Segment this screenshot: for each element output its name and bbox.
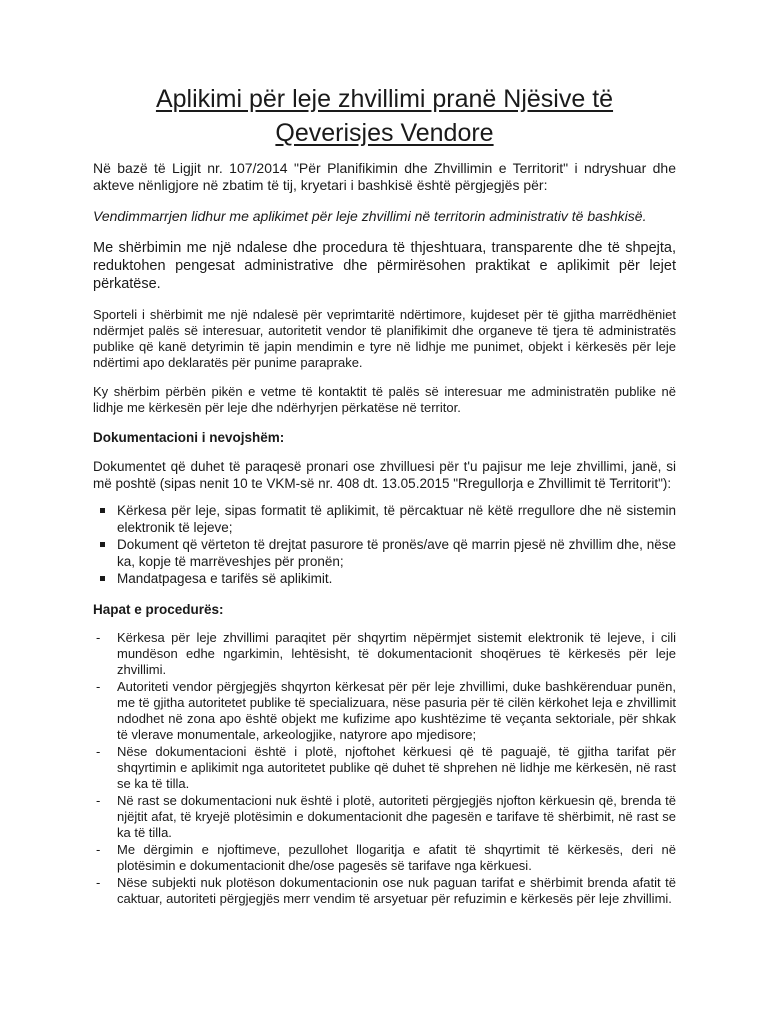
list-item: Mandatpagesa e tarifës së aplikimit. bbox=[117, 570, 676, 587]
list-item: - Në rast se dokumentacioni nuk është i plotë, autoriteti përgjegjës njofton kërkuesin që, brenda të njëjtit afat, të kryejë plotësimin e dokumentacionit dhe pagesën e tarifave të shërbimit, në rast se ka të tilla. bbox=[117, 793, 676, 841]
docs-heading: Dokumentacioni i nevojshëm: bbox=[93, 430, 285, 445]
desk-paragraph: Sporteli i shërbimit me një ndalesë për veprimtaritë ndërtimore, kujdeset për të gjitha marrëdhëniet ndërmjet palës së interesuar, autoritetit vendor të planifikimit dhe organeve të tjera të administratës publike që kanë detyrimin të japin mendimin e tyre në lidhje me punimet, objekt i kërkesës për leje ndërtimi apo deklaratës për punime paraprake. bbox=[93, 307, 676, 370]
list-item: - Autoriteti vendor përgjegjës shqyrton kërkesat për për leje zhvillimi, duke bashkërenduar punën, me të gjitha autoritetet publike të specializuara, nëse pasuria për të cilën kërkohet leja e zhvillimit ndodhet në zona apo është objekt me kufizime apo kushtëzime të veçanta sektoriale, për shkak të vlerave monumentale, arkeologjike, natyrore apo mjedisore; bbox=[117, 679, 676, 743]
contact-paragraph: Ky shërbim përbën pikën e vetme të kontaktit të palës së interesuar me administratën publike në lidhje me kërkesën për leje dhe ndërhyrjen përkatëse në territor. bbox=[93, 384, 676, 415]
docs-intro: Dokumentet që duhet të paraqesë pronari ose zhvilluesi për t'u pajisur me leje zhvillimi, janë, si më poshtë (sipas nenit 10 te VKM-së nr. 408 dt. 13.05.2015 "Rregullorja e Zhvillimit të Territorit"): bbox=[93, 459, 676, 491]
steps-list bbox=[93, 630, 676, 907]
intro-paragraph: Në bazë të Ligjit nr. 107/2014 "Për Planifikimin dhe Zhvillimin e Territorit" i ndryshuar dhe akteve nënligjore në zbatim të tij, kryetari i bashkisë është përgjegjës për: bbox=[93, 160, 676, 193]
list-item: - Nëse subjekti nuk plotëson dokumentacionin ose nuk paguan tarifat e shërbimit brenda afatit të caktuar, autoriteti përgjegjës merr vendim të arsyetuar për refuzimin e kërkesës për leje zhvillimi. bbox=[117, 875, 676, 907]
docs-list bbox=[93, 502, 676, 587]
decision-paragraph: Vendimmarrjen lidhur me aplikimet për leje zhvillimi në territorin administrativ të bashkisë. bbox=[93, 208, 647, 224]
document-title: Aplikimi për leje zhvillimi pranë Njësive të Qeverisjes Vendore bbox=[155, 85, 614, 147]
list-item: Kërkesa për leje, sipas formatit të aplikimit, të përcaktuar në këtë rregullore dhe në sistemin elektronik të lejeve; bbox=[117, 503, 676, 535]
list-item: - Kërkesa për leje zhvillimi paraqitet për shqyrtim nëpërmjet sistemit elektronik të lejeve, i cili mundëson edhe ngarkimin, lehtësisht, të dokumentacionit shoqërues të kërkesës për leje zhvillimi. bbox=[117, 630, 676, 678]
list-item: - Me dërgimin e njoftimeve, pezullohet llogaritja e afatit të shqyrtimit të kërkesës, deri në plotësimin e dokumentacionit dhe/ose pagesës së tarifave nga kërkuesi. bbox=[117, 842, 676, 874]
list-item: - Nëse dokumentacioni është i plotë, njoftohet kërkuesi që të paguajë, të gjitha tarifat për shqyrtimin e aplikimit nga autoritetet publike që duhet të shprehen në lidhje me kërkesën, në rast se ka të tilla. bbox=[117, 744, 676, 792]
list-item: Dokument që vërteton të drejtat pasurore të pronës/ave që marrin pjesë në zhvillim dhe, nëse ka, kopje të marrëveshjes për pronën; bbox=[117, 537, 676, 569]
one-stop-paragraph: Me shërbimin me një ndalese dhe procedura të thjeshtuara, transparente dhe të shpejta, reduktohen pengesat administrative dhe përmirësohen praktikat e aplikimit për lejet përkatëse. bbox=[93, 240, 676, 292]
steps-heading: Hapat e procedurës: bbox=[93, 602, 224, 617]
